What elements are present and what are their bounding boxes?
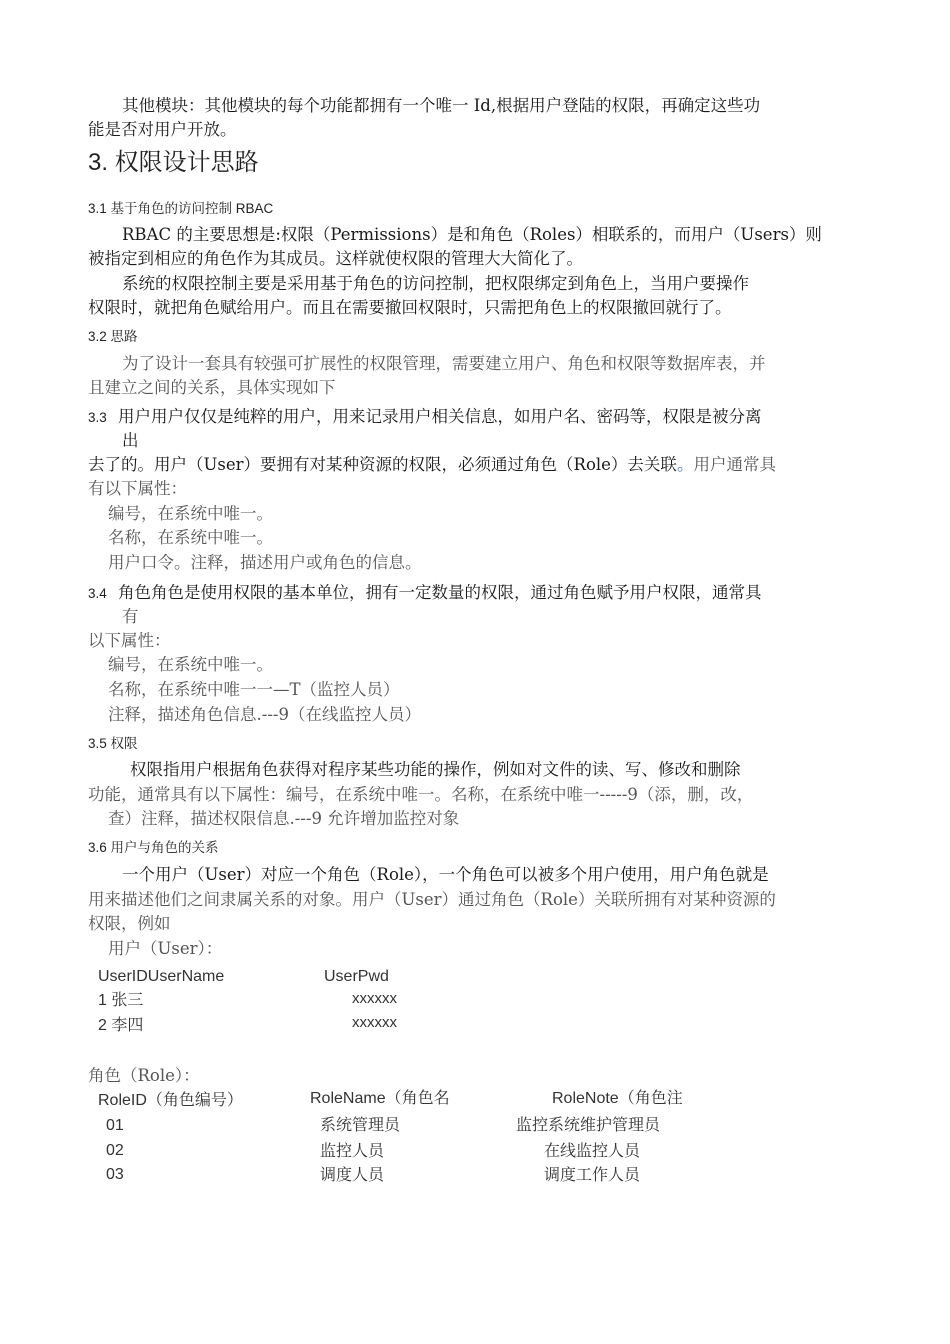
user-attribute-item: 编号，在系统中唯一。 <box>108 504 273 523</box>
user-table-cell-id-name: 1 张三 <box>98 992 144 1009</box>
paragraph-permission-line1: 权限指用户根据角色获得对程序某些功能的操作，例如对文件的读、写、修改和删除 <box>130 760 741 779</box>
paragraph-rbac-line2: 被指定到相应的角色作为其成员。这样就使权限的管理大大简化了。 <box>88 249 583 268</box>
paragraph-idea-line1: 为了设计一套具有较强可扩展性的权限管理，需要建立用户、角色和权限等数据库表，并 <box>122 354 766 373</box>
subsection-heading-3-5: 3.5 权限 <box>88 736 138 751</box>
user-table-header-id-name: UserIDUserName <box>98 968 225 985</box>
paragraph-idea-line2: 且建立之间的关系，具体实现如下 <box>88 378 336 397</box>
paragraph-user-line1: 用户用户仅仅是纯粹的用户，用来记录用户相关信息，如用户名、密码等，权限是被分离 <box>118 407 762 426</box>
paragraph-other-modules-line2: 能是否对用户开放。 <box>88 120 237 139</box>
role-table-cell-name: 系统管理员 <box>320 1115 401 1134</box>
subsection-heading-3-6: 3.6 用户与角色的关系 <box>88 840 219 855</box>
role-table-caption: 角色（Role）： <box>88 1066 200 1085</box>
role-table-cell-name: 调度人员 <box>320 1165 385 1184</box>
paragraph-relation-line3: 权限，例如 <box>88 914 171 933</box>
user-table-header-pwd: UserPwd <box>324 968 389 985</box>
subsection-number-3-3: 3.3 <box>88 410 107 425</box>
role-table-cell-note: 在线监控人员 <box>544 1141 641 1160</box>
role-table-header-name: RoleName（角色名 <box>310 1090 450 1107</box>
role-attribute-item: 编号，在系统中唯一。 <box>108 655 273 674</box>
user-table-cell-pwd: xxxxxx <box>352 990 397 1007</box>
user-table-cell-id-name: 2 李四 <box>98 1017 144 1034</box>
paragraph-control-line1: 系统的权限控制主要是采用基于角色的访问控制，把权限绑定到角色上，当用户要操作 <box>122 274 749 293</box>
paragraph-control-line2: 权限时，就把角色赋给用户。而且在需要撤回权限时，只需把角色上的权限撤回就行了。 <box>88 298 732 317</box>
paragraph-relation-line1: 一个用户（User）对应一个角色（Role），一个角色可以被多个用户使用，用户角色就是 <box>122 865 769 884</box>
user-table-cell-pwd: xxxxxx <box>352 1014 397 1031</box>
paragraph-role-line1-wrap: 有 <box>122 607 139 626</box>
role-table-header-note: RoleNote（角色注 <box>552 1090 683 1107</box>
subsection-heading-3-1: 3.1 基于角色的访问控制 RBAC <box>88 201 274 216</box>
paragraph-permission-line3: 查）注释，描述权限信息.---9 允许增加监控对象 <box>108 809 460 828</box>
paragraph-other-modules-line1: 其他模块：其他模块的每个功能都拥有一个唯一 Id,根据用户登陆的权限，再确定这些功 <box>122 96 761 115</box>
role-table-cell-id: 02 <box>106 1142 124 1159</box>
user-attribute-item: 用户口令。注释，描述用户或角色的信息。 <box>108 553 422 572</box>
role-table-cell-id: 01 <box>106 1117 124 1134</box>
paragraph-role-line2: 以下属性： <box>88 631 171 650</box>
role-table-cell-note: 监控系统维护管理员 <box>516 1115 661 1134</box>
paragraph-relation-line2: 用来描述他们之间隶属关系的对象。用户（User）通过角色（Role）关联所拥有对某种资源的 <box>88 890 776 909</box>
user-attribute-item: 名称，在系统中唯一。 <box>108 528 273 547</box>
paragraph-rbac-line1: RBAC 的主要思想是:权限（Permissions）是和角色（Roles）相联系的，而用户（Users）则 <box>122 225 822 244</box>
role-attribute-item: 名称，在系统中唯一一—T（监控人员） <box>108 680 400 699</box>
user-table-caption: 用户（User）： <box>108 939 223 958</box>
paragraph-user-line2: 去了的。用户（User）要拥有对某种资源的权限，必须通过角色（Role）去关联。用户通常具 <box>88 455 776 474</box>
role-table-cell-note: 调度工作人员 <box>544 1165 641 1184</box>
subsection-heading-3-2: 3.2 思路 <box>88 329 138 344</box>
paragraph-user-line1-wrap: 出 <box>122 431 139 450</box>
role-table-cell-name: 监控人员 <box>320 1141 385 1160</box>
paragraph-role-line1: 角色角色是使用权限的基本单位，拥有一定数量的权限，通过角色赋予用户权限，通常具 <box>118 583 762 602</box>
subsection-number-3-4: 3.4 <box>88 586 107 601</box>
paragraph-permission-line2: 功能，通常具有以下属性：编号，在系统中唯一。名称，在系统中唯一-----9（添，删，改， <box>88 785 754 804</box>
role-attribute-item: 注释，描述角色信息.---9（在线监控人员） <box>108 705 421 724</box>
role-table-header-id: RoleID（角色编号） <box>98 1092 243 1109</box>
role-table-cell-id: 03 <box>106 1166 124 1183</box>
section-heading-design: 3. 权限设计思路 <box>88 149 259 176</box>
paragraph-user-line3: 有以下属性： <box>88 479 187 498</box>
